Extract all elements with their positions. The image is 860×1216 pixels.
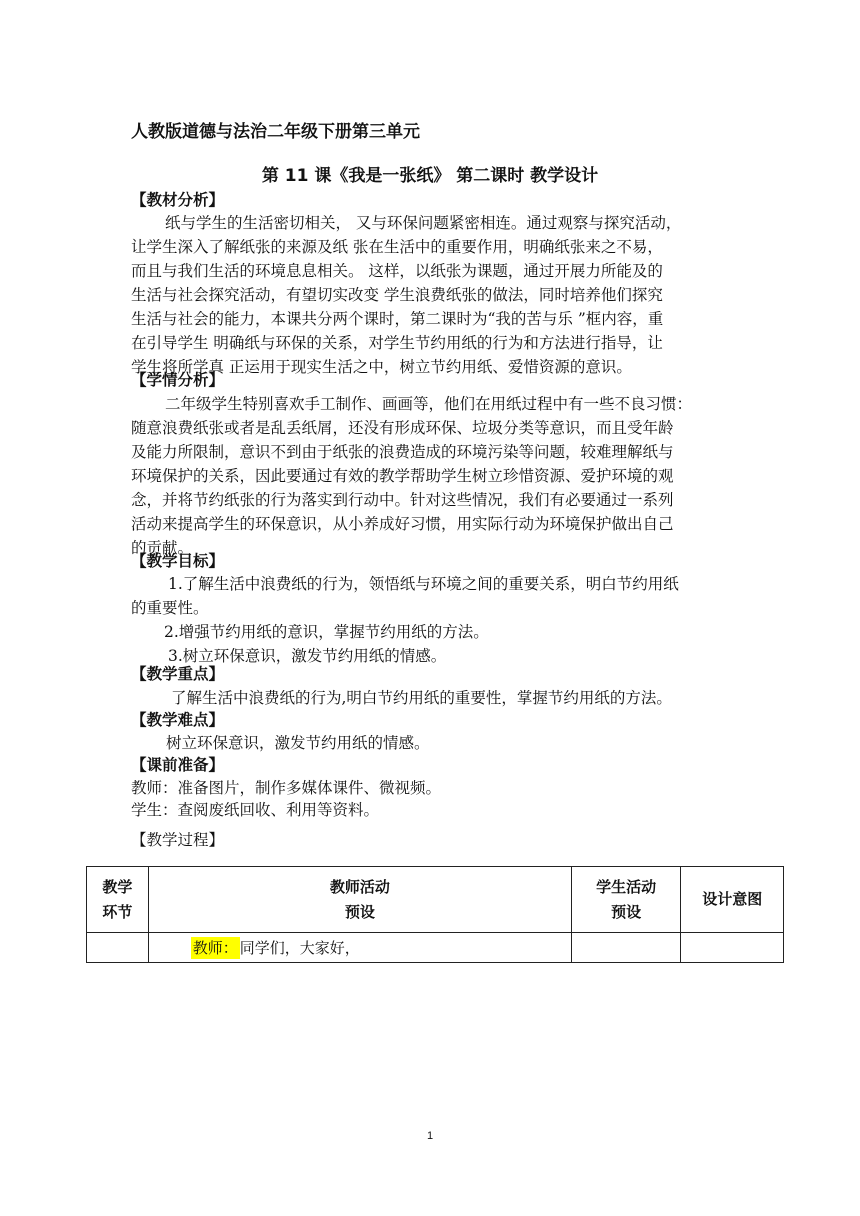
table-row: [87, 933, 784, 963]
text-line: 让学生深入了解纸张的来源及纸 张在生活中的重要作用，明确纸张来之不易，: [131, 238, 663, 256]
header-teacher-activity: 教师活动 预设: [148, 867, 571, 933]
section-heading-process: 【教学过程】: [131, 831, 225, 849]
section-heading-students: 【学情分析】: [131, 371, 225, 389]
text-line: 的贡献。: [131, 539, 194, 557]
table-header-row: [87, 867, 784, 933]
text-line: 生活与社会的能力，本课共分两个课时，第二课时为“我的苦与乐 ”框内容，重: [131, 310, 664, 328]
section-heading-key: 【教学重点】: [131, 665, 225, 683]
section-heading-difficulty: 【教学难点】: [131, 711, 225, 729]
cell-stage: [87, 933, 149, 963]
key-text: 了解生活中浪费纸的行为,明白节约用纸的重要性，掌握节约用纸的方法。: [171, 689, 672, 707]
section-heading-goals: 【教学目标】: [131, 552, 225, 570]
goals-list: [131, 572, 679, 668]
header-design-intent: 设计意图: [681, 867, 784, 933]
students-paragraph: [131, 392, 692, 560]
header-student-activity: 学生活动 预设: [571, 867, 681, 933]
text-line: 随意浪费纸张或者是乱丢纸屑，还没有形成环保、垃圾分类等意识，而且受年龄: [131, 419, 674, 437]
process-table: [86, 866, 784, 963]
document-subtitle: 人教版道德与法治二年级下册第三单元: [131, 122, 420, 142]
goal-item: 1.了解生活中浪费纸的行为，领悟纸与环境之间的重要关系，明白节约用纸: [168, 575, 679, 593]
cell-student-activity: [571, 933, 681, 963]
prep-student: 学生：查阅废纸回收、利用等资料。: [131, 801, 380, 819]
header-stage: 教学 环节: [87, 867, 149, 933]
goal-item: 3.树立环保意识，激发节约用纸的情感。: [168, 647, 447, 665]
teacher-label-highlight: 教师：: [192, 939, 238, 957]
text-line: 而且与我们生活的环境息息相关。 这样，以纸张为课题，通过开展力所能及的: [131, 262, 663, 280]
text-line: 学生将所学真 正运用于现实生活之中，树立节约用纸、爱惜资源的意识。: [131, 358, 632, 376]
text-line: 二年级学生特别喜欢手工制作、画画等，他们在用纸过程中有一些不良习惯：: [165, 395, 693, 413]
difficulty-text: 树立环保意识，激发节约用纸的情感。: [166, 734, 430, 752]
textbook-paragraph: [131, 211, 681, 379]
cell-teacher-activity: [148, 933, 571, 963]
text-line: 环境保护的关系，因此要通过有效的教学帮助学生树立珍惜资源、爱护环境的观: [131, 467, 674, 485]
goal-item: 2.增强节约用纸的意识，掌握节约用纸的方法。: [164, 623, 489, 641]
document-title: 第 11 课《我是一张纸》 第二课时 教学设计: [261, 166, 599, 186]
section-heading-textbook: 【教材分析】: [131, 191, 225, 209]
teacher-activity-text: 同学们，大家好，: [239, 939, 360, 957]
section-heading-prep: 【课前准备】: [131, 756, 225, 774]
goal-item-continued: 的重要性。: [131, 599, 209, 617]
text-line: 生活与社会探究活动，有望切实改变 学生浪费纸张的做法，同时培养他们探究: [131, 286, 663, 304]
text-line: 纸与学生的生活密切相关， 又与环保问题紧密相连。通过观察与探究活动，: [165, 214, 682, 232]
text-line: 及能力所限制，意识不到由于纸张的浪费造成的环境污染等问题，较难理解纸与: [131, 443, 674, 461]
page-number: 1: [426, 1130, 434, 1142]
prep-teacher: 教师：准备图片，制作多媒体课件、微视频。: [131, 779, 442, 797]
text-line: 念，并将节约纸张的行为落实到行动中。针对这些情况，我们有必要通过一系列: [131, 491, 674, 509]
cell-design-intent: [681, 933, 784, 963]
text-line: 在引导学生 明确纸与环保的关系，对学生节约用纸的行为和方法进行指导，让: [131, 334, 663, 352]
text-line: 活动来提高学生的环保意识，从小养成好习惯，用实际行动为环境保护做出自己: [131, 515, 674, 533]
